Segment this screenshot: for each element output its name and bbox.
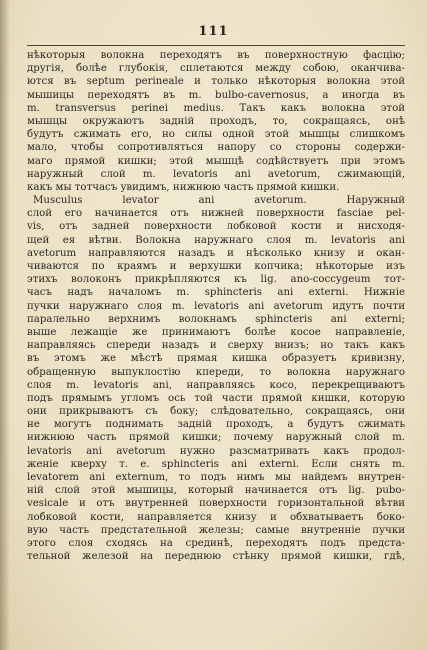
text-line: мышцы окружаютъ задній проходъ, то, сокращаясь, онѣ	[27, 115, 405, 127]
text-line: ются въ septum perineale и только нѣкоторыя волокна этой	[27, 76, 405, 88]
text-line: levatoris ani avetorum нужно разсматривать какъ продол-	[27, 445, 405, 457]
text-line: наружный слой m. levatoris ani avetorum, сжимающій,	[27, 168, 405, 180]
section-heading-line: Musculus levator ani avetorum. Наружный	[33, 195, 405, 207]
text-line: тельной железой на переднюю стѣнку прямой кишки, гдѣ,	[27, 551, 405, 563]
text-line: слой его начинается отъ нижней поверхности fasciae pel-	[27, 208, 405, 220]
text-line: другія, болѣе глубокія, сплетаются между собою, оканчива-	[27, 63, 405, 75]
text-line: нѣкоторыя волокна переходятъ въ поверхностную фасцію;	[27, 50, 405, 61]
text-line: обращенную выпуклостію кпереди, то волокна наружнаго	[27, 366, 405, 378]
text-line: levatorem ani externum, то подъ нимъ мы найдемъ внутрен-	[27, 472, 405, 483]
text-line: пучки наружнаго слоя m. levatoris ani avetorum идутъ почти	[27, 300, 405, 312]
text-line: avetorum направляются назадъ и нѣсколько книзу и окан-	[27, 247, 405, 259]
text-line: паралельно верхнимъ волокнамъ sphincteris ani externi;	[27, 313, 405, 325]
text-line: ній слой этой мышицы, который начинается отъ lig. pubo-	[27, 485, 405, 497]
text-line: какъ мы тотчасъ увидимъ, нижнюю часть прямой кишки.	[27, 181, 340, 193]
text-line: vis, отъ задней поверхности лобковой кости и нисходя-	[27, 221, 405, 233]
text-line: щей ея вѣтви. Волокна наружнаго слоя m. levatoris ani	[27, 234, 405, 246]
text-line: не могутъ поднимать задній проходъ, а будутъ сжимать	[27, 419, 405, 431]
text-line: мало, чтобы сопротивляться напору со стороны содержи-	[27, 142, 405, 154]
text-line: vesicale и отъ внутренней поверхности горизонтальной вѣтви	[27, 498, 405, 510]
page-number: 111	[198, 24, 229, 39]
text-line: выше лежащіе же принимаютъ болѣе косое направленіе,	[27, 326, 405, 338]
text-line: вую часть предстательной железы; самые внутренніе пучки	[27, 524, 405, 536]
text-line: направляясь спереди назадъ и сверху внизъ; но такъ какъ	[27, 340, 405, 352]
body-text	[27, 49, 405, 563]
text-line: подъ прямымъ угломъ ось той части прямой кишки, которую	[27, 392, 405, 404]
text-line: m. transversus perinei medius. Такъ какъ волокна этой	[27, 102, 405, 114]
text-line: мышицы переходятъ въ m. bulbo-cavernosus, а иногда въ	[27, 89, 405, 101]
text-line: слоя m. levatoris ani, направляясь косо, перекрещиваютъ	[27, 379, 405, 391]
text-line: въ этомъ же мѣстѣ прямая кишка образуетъ кривизну,	[27, 353, 405, 365]
text-line: они прикрываютъ съ боку; слѣдовательно, сокращаясь, они	[27, 406, 405, 418]
text-line: чиваются по краямъ и верхушки копчика; нѣкоторые изъ	[27, 261, 405, 272]
text-line: этихъ волоконъ прикрѣпляются къ lig. ano-coccygeum тот-	[27, 274, 405, 286]
text-line: женіе кверху т. е. sphincteris ani externi. Если снять m.	[27, 458, 405, 470]
page-gutter-shadow	[0, 0, 10, 650]
text-line: нижнюю часть прямой кишки; почему наружный слой m.	[27, 432, 405, 444]
text-line: лобковой кости, направляется книзу и обхватываетъ боко-	[27, 511, 405, 523]
text-line: маго прямой кишки; этой мышцѣ содѣйствуетъ при этомъ	[27, 155, 405, 167]
header-rule	[27, 45, 405, 46]
text-line: этого слоя сходясь на срединѣ, переходятъ подъ предста-	[27, 537, 405, 549]
text-line: часъ надъ началомъ m. sphincteris ani externi. Нижніе	[27, 287, 405, 299]
text-line: будутъ сжимать его, но силы одной этой мышцы слишкомъ	[27, 129, 405, 141]
